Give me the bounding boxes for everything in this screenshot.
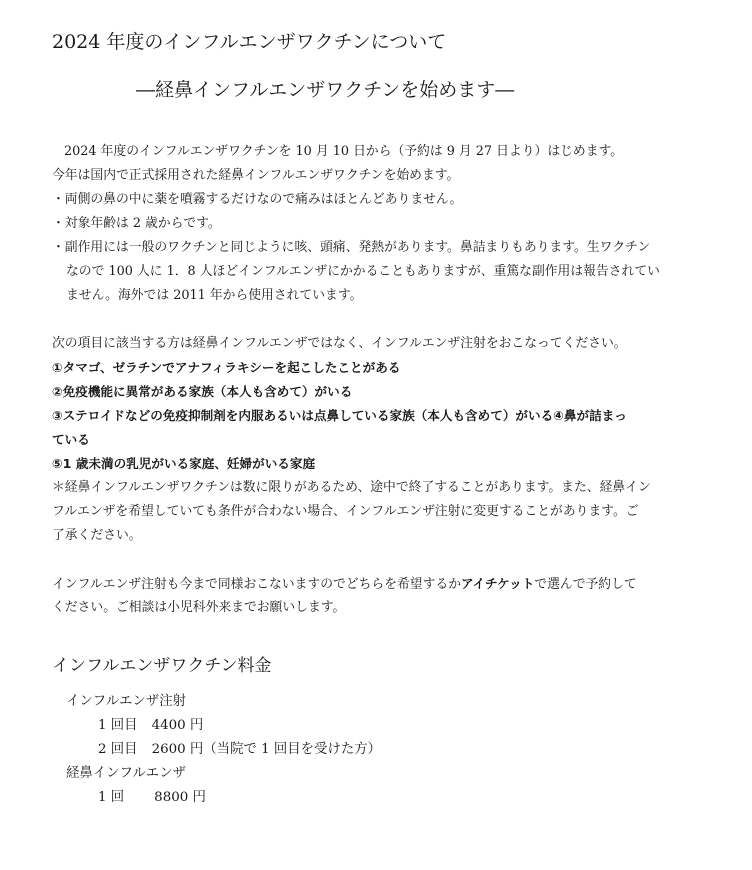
intro-line-2: 今年は国内で正式採用された経鼻インフルエンザワクチンを始めます。: [52, 168, 460, 183]
conditions-intro: 次の項目に該当する方は経鼻インフルエンザではなく、インフルエンザ注射をおこなってください。: [52, 336, 627, 351]
spacer: [52, 308, 704, 332]
bullet-side-effects: ・副作用には一般のワクチンと同じように咳、頭痛、発熱があります。鼻詰まりもあります。生ワクチン: [52, 240, 651, 255]
price-nasal-single: [52, 786, 381, 810]
page-subtitle: ―経鼻インフルエンザワクチンを始めます―: [136, 79, 515, 101]
reservation-text-after: で選んで予約して: [534, 577, 637, 592]
notice-line-2: フルエンザを希望していても条件が合わない場合、インフルエンザ注射に変更することがあります。ご: [52, 504, 639, 519]
condition-5: ⑤1 歳未満の乳児がいる家庭、妊婦がいる家庭: [52, 456, 316, 471]
price-list: [52, 690, 381, 810]
condition-1: ①タマゴ、ゼラチンでアナフィラキシーを起こしたことがある: [52, 360, 401, 375]
price-category-nasal: 経鼻インフルエンザ: [66, 766, 186, 781]
price-injection-first: [52, 714, 381, 738]
bullet-side-effects-cont-2: ません。海外では 2011 年から使用されています。: [66, 288, 363, 303]
price-category-injection: インフルエンザ注射: [66, 694, 186, 709]
price-injection-second: [52, 738, 381, 762]
price-value: 4400 円: [151, 718, 204, 733]
notice-line-3: 了承ください。: [52, 528, 142, 543]
price-label: 1 回: [98, 790, 125, 805]
spacer: [52, 548, 704, 572]
reservation-line-1: [52, 572, 704, 596]
bullet-side-effects-cont-1: なので 100 人に 1．8 人ほどインフルエンザにかかることもありますが、重篤な副作用は報告されてい: [66, 264, 660, 279]
intro-line-1: 2024 年度のインフルエンザワクチンを 10 月 10 日から（予約は 9 月 27 日より）はじめます。: [64, 144, 624, 159]
price-label: 2 回目: [98, 742, 138, 757]
bullet-painless: ・両側の鼻の中に薬を噴霧するだけなので痛みはほとんどありません。: [52, 192, 463, 207]
condition-4-cont: ている: [52, 432, 90, 447]
price-value: 8800 円: [154, 790, 206, 805]
price-value: 2600 円: [151, 742, 204, 757]
page-title: 2024 年度のインフルエンザワクチンについて: [52, 31, 447, 53]
bullet-age: ・対象年齢は 2 歳からです。: [52, 216, 221, 231]
price-section-title: インフルエンザワクチン料金: [52, 656, 272, 676]
reservation-text-before: インフルエンザ注射も今まで同様おこないますのでどちらを希望するか: [52, 577, 461, 592]
notice-line-1: ＊経鼻インフルエンザワクチンは数に限りがあるため、途中で終了することがあります。また、経鼻イン: [52, 480, 651, 495]
price-label: 1 回目: [98, 718, 138, 733]
condition-2: ②免疫機能に異常がある家族（本人も含めて）がいる: [52, 384, 353, 399]
reservation-line-2: ください。ご相談は小児科外来までお願いします。: [52, 600, 346, 615]
condition-3-4: ③ステロイドなどの免疫抑制剤を内服あるいは点鼻している家族（本人も含めて）がいる④鼻が詰まっ: [52, 408, 627, 423]
document-body: [52, 140, 704, 620]
reservation-app-name: アイチケット: [461, 576, 535, 591]
price-note: （当院で 1 回目を受けた方）: [203, 742, 382, 757]
